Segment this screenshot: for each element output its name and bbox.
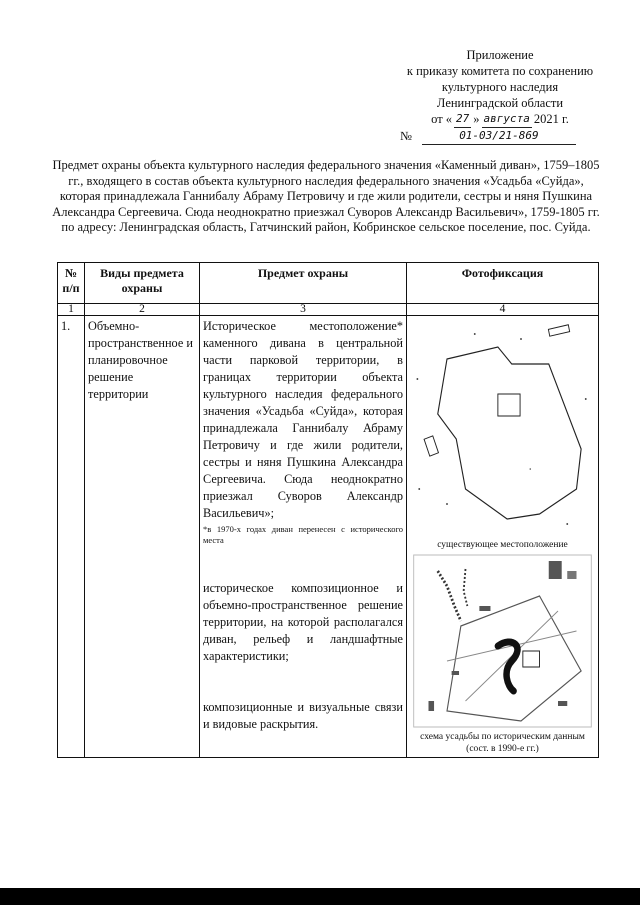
header-number: № п/п	[58, 263, 85, 304]
date-mid: »	[473, 112, 480, 126]
historical-scheme-map	[410, 551, 595, 731]
table-column-numbers	[58, 304, 599, 316]
appendix-title: Приложение	[466, 48, 534, 62]
number-label: №	[400, 129, 412, 143]
row-photos	[407, 316, 599, 758]
protection-table	[57, 262, 599, 758]
number-value: 01-03/21-869	[422, 128, 576, 145]
date-month: августа	[482, 111, 532, 128]
appendix-block	[370, 47, 630, 145]
document-title: Предмет охраны объекта культурного наследия федерального значения «Каменный диван», 1759–1805 гг., входящего в состав объекта культурного наследия федерального значения «Усадьба «Суйда», которая принадлежала Ганнибалу Абраму Петровичу и где жили родители, сестры и няня Пушкина Александра Сергеевича. Сюда неоднократно приезжал Суворов Александр Васильевич», 1759-1805 гг. по адресу: Ленинградская область, Гатчинский район, Кобринское сельское поселение, пос. Суйда.	[52, 158, 600, 235]
appendix-date-line	[370, 111, 630, 128]
appendix-number-line	[370, 128, 630, 145]
appendix-order-line: к приказу комитета по сохранению	[406, 64, 594, 78]
appendix-heritage-line: культурного наследия	[441, 80, 559, 94]
header-photo: Фотофиксация	[407, 263, 599, 304]
col-number-1: 1	[58, 304, 85, 316]
date-day: 27	[454, 111, 471, 128]
caption-current-location: существующее местоположение	[437, 540, 568, 550]
row-number: 1.	[58, 316, 85, 758]
header-subject: Предмет охраны	[200, 263, 407, 304]
scan-bottom-edge	[0, 888, 640, 905]
date-year: 2021 г.	[533, 112, 569, 126]
table-row	[58, 316, 599, 758]
subject-visual-links: композиционные и визуальные связи и видовые раскрытия.	[203, 700, 403, 731]
table-header-row	[58, 263, 599, 304]
caption-historical-scheme: схема усадьбы по историческим данным (сост. в 1990-е гг.)	[420, 732, 585, 754]
subject-footnote: *в 1970-х годах диван перенесен с исторического места	[203, 524, 403, 545]
col-number-2: 2	[85, 304, 200, 316]
subject-location: Историческое местоположение* каменного дивана в центральной части парковой территории, в границах территории объекта культурного наследия федерального значения «Усадьба «Суйда», которая принадлежала Ганнибалу Абраму Петровичу и где жили родители, сестры и няня Пушкина Александра Сергеевича. Сюда неоднократно приезжал Суворов Александр Васильевич»;	[203, 319, 403, 520]
header-kind: Виды предмета охраны	[85, 263, 200, 304]
col-number-3: 3	[200, 304, 407, 316]
col-number-4: 4	[407, 304, 599, 316]
subject-composition: историческое композиционное и объемно-пространственное решение территории, на которой располагался диван, рельеф и ландшафтные характеристики;	[203, 581, 403, 663]
current-location-map	[410, 319, 595, 539]
appendix-region-line: Ленинградской области	[436, 96, 564, 110]
row-subject	[200, 316, 407, 758]
row-kind: Объемно-пространственное и планировочное решение территории	[85, 316, 200, 758]
date-prefix: от «	[431, 112, 453, 126]
